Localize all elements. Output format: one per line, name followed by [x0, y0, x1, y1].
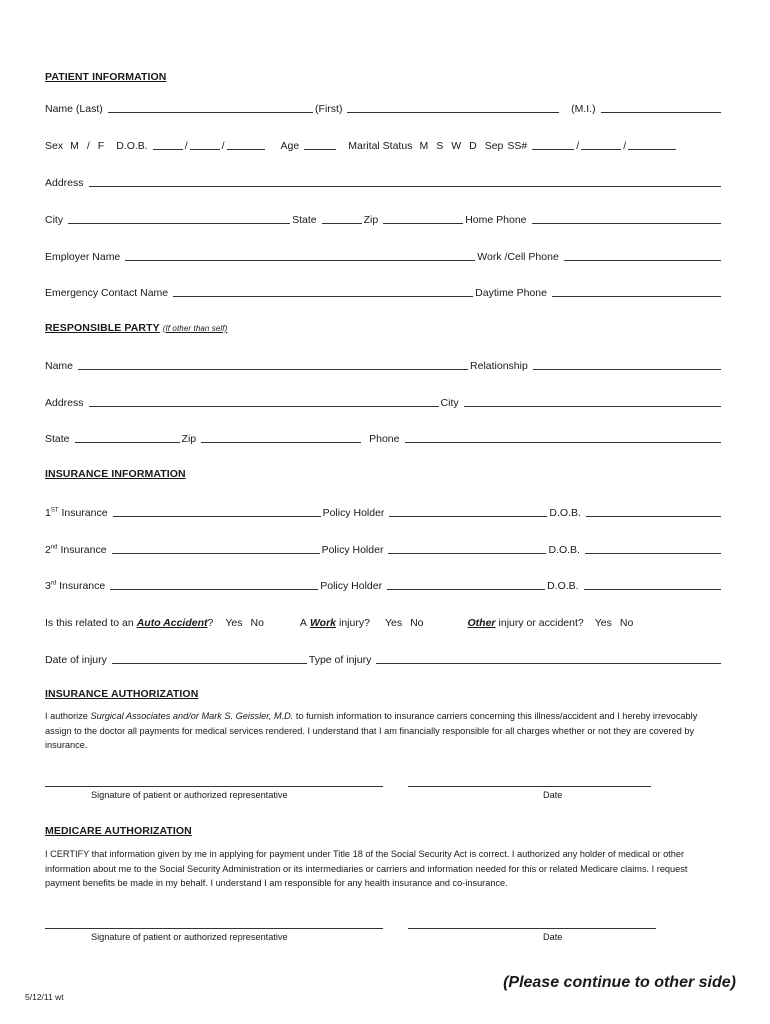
medicare-authorization-text: I CERTIFY that information given by me in applying for payment under Title 18 of the Social Security Act is correct. I authorized any holder of medical or other information about me to the Social Security Administration or its intermediaries or carriers and information needed for this or related Medicare claims. I request payment benefits be made in my behalf. I understand I am responsible for any health insurance and co-insurance.: [45, 849, 688, 888]
policy-holder-1-label: Policy Holder: [322, 507, 385, 519]
employer-row: [45, 247, 723, 263]
rp-zip-field[interactable]: [201, 431, 361, 443]
rp-address-field[interactable]: [89, 395, 439, 407]
last-name-label: Name (Last): [45, 103, 103, 115]
insurance-row-3: [45, 576, 723, 592]
responsible-party-heading: [45, 322, 227, 334]
related-prefix: Is this related to an: [45, 617, 134, 629]
responsible-party-note: (If other than self): [162, 324, 228, 333]
insurance-authorization-text: I authorize Surgical Associates and/or Mark S. Geissler, M.D. to furnish information to insurance carriers concerning this illness/accident and I hereby irrevocably assign to the doctor all payments for medical services rendered. I understand that I am financially responsible for all charges whether or not they are covered by insurance.: [45, 711, 698, 750]
other-injury-suffix: injury or accident?: [498, 617, 584, 629]
rp-phone-label: Phone: [369, 433, 400, 445]
marital-option-widowed[interactable]: W: [451, 140, 462, 152]
auto-accident-qmark: ?: [207, 617, 214, 629]
insurance-2-field[interactable]: [112, 542, 320, 554]
responsible-party-title: RESPONSIBLE PARTY: [45, 322, 160, 334]
insurance-1-field[interactable]: [113, 505, 321, 517]
marital-option-married[interactable]: M: [419, 140, 429, 152]
zip-label: Zip: [363, 214, 379, 226]
insurance-date-line[interactable]: [408, 786, 651, 787]
insurance-row-1: [45, 503, 723, 519]
work-cell-phone-field[interactable]: [564, 249, 721, 261]
dob-label: D.O.B.: [116, 140, 148, 152]
sex-option-separator: /: [86, 140, 90, 152]
auto-accident-no[interactable]: No: [250, 617, 264, 629]
date-of-injury-label: Date of injury: [45, 654, 107, 666]
dob-day-field[interactable]: [190, 138, 220, 150]
state-field[interactable]: [322, 212, 362, 224]
emergency-contact-field[interactable]: [173, 285, 473, 297]
rp-address-label: Address: [45, 397, 84, 409]
employer-name-label: Employer Name: [45, 251, 121, 263]
middle-initial-field[interactable]: [601, 101, 721, 113]
dob-month-field[interactable]: [153, 138, 183, 150]
rp-name-field[interactable]: [78, 358, 468, 370]
rp-name-row: [45, 356, 723, 372]
rp-city-field[interactable]: [464, 395, 721, 407]
injury-row: [45, 650, 723, 666]
daytime-phone-field[interactable]: [552, 285, 721, 297]
medicare-signature-line[interactable]: [45, 928, 383, 929]
work-label: Work: [309, 617, 336, 629]
insurance-2-label: 2nd Insurance: [45, 544, 107, 556]
type-of-injury-field[interactable]: [376, 652, 721, 664]
address-field[interactable]: [89, 175, 721, 187]
middle-initial-label: (M.I.): [571, 103, 596, 115]
policy-holder-2-field[interactable]: [388, 542, 546, 554]
last-name-field[interactable]: [108, 101, 313, 113]
rp-state-label: State: [45, 433, 70, 445]
dob-year-field[interactable]: [227, 138, 265, 150]
age-label: Age: [280, 140, 300, 152]
home-phone-label: Home Phone: [465, 214, 527, 226]
work-injury-yes[interactable]: Yes: [384, 617, 403, 629]
ssn-label: SS#: [507, 140, 528, 152]
policy-holder-1-field[interactable]: [389, 505, 547, 517]
other-label: Other: [467, 617, 496, 629]
emergency-contact-label: Emergency Contact Name: [45, 287, 169, 299]
other-injury-yes[interactable]: Yes: [594, 617, 612, 629]
rp-relationship-field[interactable]: [533, 358, 721, 370]
rp-address-row: [45, 393, 723, 409]
insurance-1-dob-label: D.O.B.: [549, 507, 581, 519]
medicare-date-caption: Date: [543, 932, 563, 942]
policy-holder-2-label: Policy Holder: [321, 544, 384, 556]
rp-zip-label: Zip: [181, 433, 197, 445]
marital-option-divorced[interactable]: D: [469, 140, 477, 152]
address-row: [45, 173, 723, 189]
insurance-1-label: 1ST Insurance: [45, 507, 108, 519]
policy-holder-3-label: Policy Holder: [320, 580, 383, 592]
insurance-3-dob-field[interactable]: [584, 578, 721, 590]
first-name-field[interactable]: [347, 101, 559, 113]
continue-note: (Please continue to other side): [503, 974, 736, 991]
rp-relationship-label: Relationship: [470, 360, 528, 372]
city-label: City: [45, 214, 64, 226]
insurance-date-caption: Date: [543, 790, 563, 800]
insurance-3-dob-label: D.O.B.: [547, 580, 579, 592]
auto-accident-label: Auto Accident: [136, 617, 208, 629]
patient-information-heading: PATIENT INFORMATION: [45, 71, 167, 83]
ssn-part3-field[interactable]: [628, 138, 676, 150]
address-label: Address: [45, 177, 84, 189]
medicare-date-line[interactable]: [408, 928, 656, 929]
state-label: State: [292, 214, 317, 226]
sex-option-m[interactable]: M: [70, 140, 79, 152]
rp-city-label: City: [440, 397, 459, 409]
other-injury-no[interactable]: No: [619, 617, 634, 629]
insurance-row-2: [45, 540, 723, 556]
accident-question-row: [45, 613, 723, 629]
policy-holder-3-field[interactable]: [387, 578, 545, 590]
marital-option-single[interactable]: S: [436, 140, 444, 152]
sex-label: Sex: [45, 140, 64, 152]
name-row: [45, 99, 723, 115]
work-injury-no[interactable]: No: [410, 617, 424, 629]
sex-option-f[interactable]: F: [97, 140, 105, 152]
insurance-1-dob-field[interactable]: [586, 505, 721, 517]
date-of-injury-field[interactable]: [112, 652, 307, 664]
work-cell-phone-label: Work /Cell Phone: [477, 251, 559, 263]
insurance-2-dob-field[interactable]: [585, 542, 721, 554]
age-field[interactable]: [304, 138, 336, 150]
auto-accident-yes[interactable]: Yes: [225, 617, 243, 629]
insurance-information-heading: INSURANCE INFORMATION: [45, 468, 186, 480]
insurance-signature-caption: Signature of patient or authorized representative: [91, 790, 288, 800]
medicare-signature-caption: Signature of patient or authorized representative: [91, 932, 288, 942]
marital-option-separated[interactable]: Sep: [484, 140, 504, 152]
emergency-contact-row: [45, 283, 723, 299]
zip-field[interactable]: [383, 212, 463, 224]
revision-footer: 5/12/11 wt: [25, 992, 64, 1002]
insurance-authorization-heading: INSURANCE AUTHORIZATION: [45, 688, 199, 700]
medicare-authorization-heading: MEDICARE AUTHORIZATION: [45, 825, 192, 837]
first-name-label: (First): [315, 103, 343, 115]
insurance-2-dob-label: D.O.B.: [548, 544, 580, 556]
ssn-part1-field[interactable]: [532, 138, 574, 150]
city-state-row: [45, 210, 723, 226]
insurance-3-field[interactable]: [110, 578, 318, 590]
marital-status-label: Marital Status: [348, 140, 413, 152]
ssn-part2-field[interactable]: [581, 138, 621, 150]
home-phone-field[interactable]: [532, 212, 721, 224]
rp-name-label: Name: [45, 360, 74, 372]
sex-dob-row: Sex M / F D.O.B. / / Age Marital Status M S W D Sep SS# / /: [45, 136, 723, 152]
work-injury-suffix: injury?: [339, 617, 370, 629]
rp-state-field[interactable]: [75, 431, 180, 443]
rp-state-row: [45, 429, 723, 445]
insurance-3-label: 3rd Insurance: [45, 580, 106, 592]
insurance-signature-line[interactable]: [45, 786, 383, 787]
city-field[interactable]: [68, 212, 290, 224]
type-of-injury-label: Type of injury: [308, 654, 372, 666]
employer-name-field[interactable]: [125, 249, 475, 261]
rp-phone-field[interactable]: [405, 431, 722, 443]
work-prefix: A: [299, 617, 307, 629]
daytime-phone-label: Daytime Phone: [475, 287, 547, 299]
